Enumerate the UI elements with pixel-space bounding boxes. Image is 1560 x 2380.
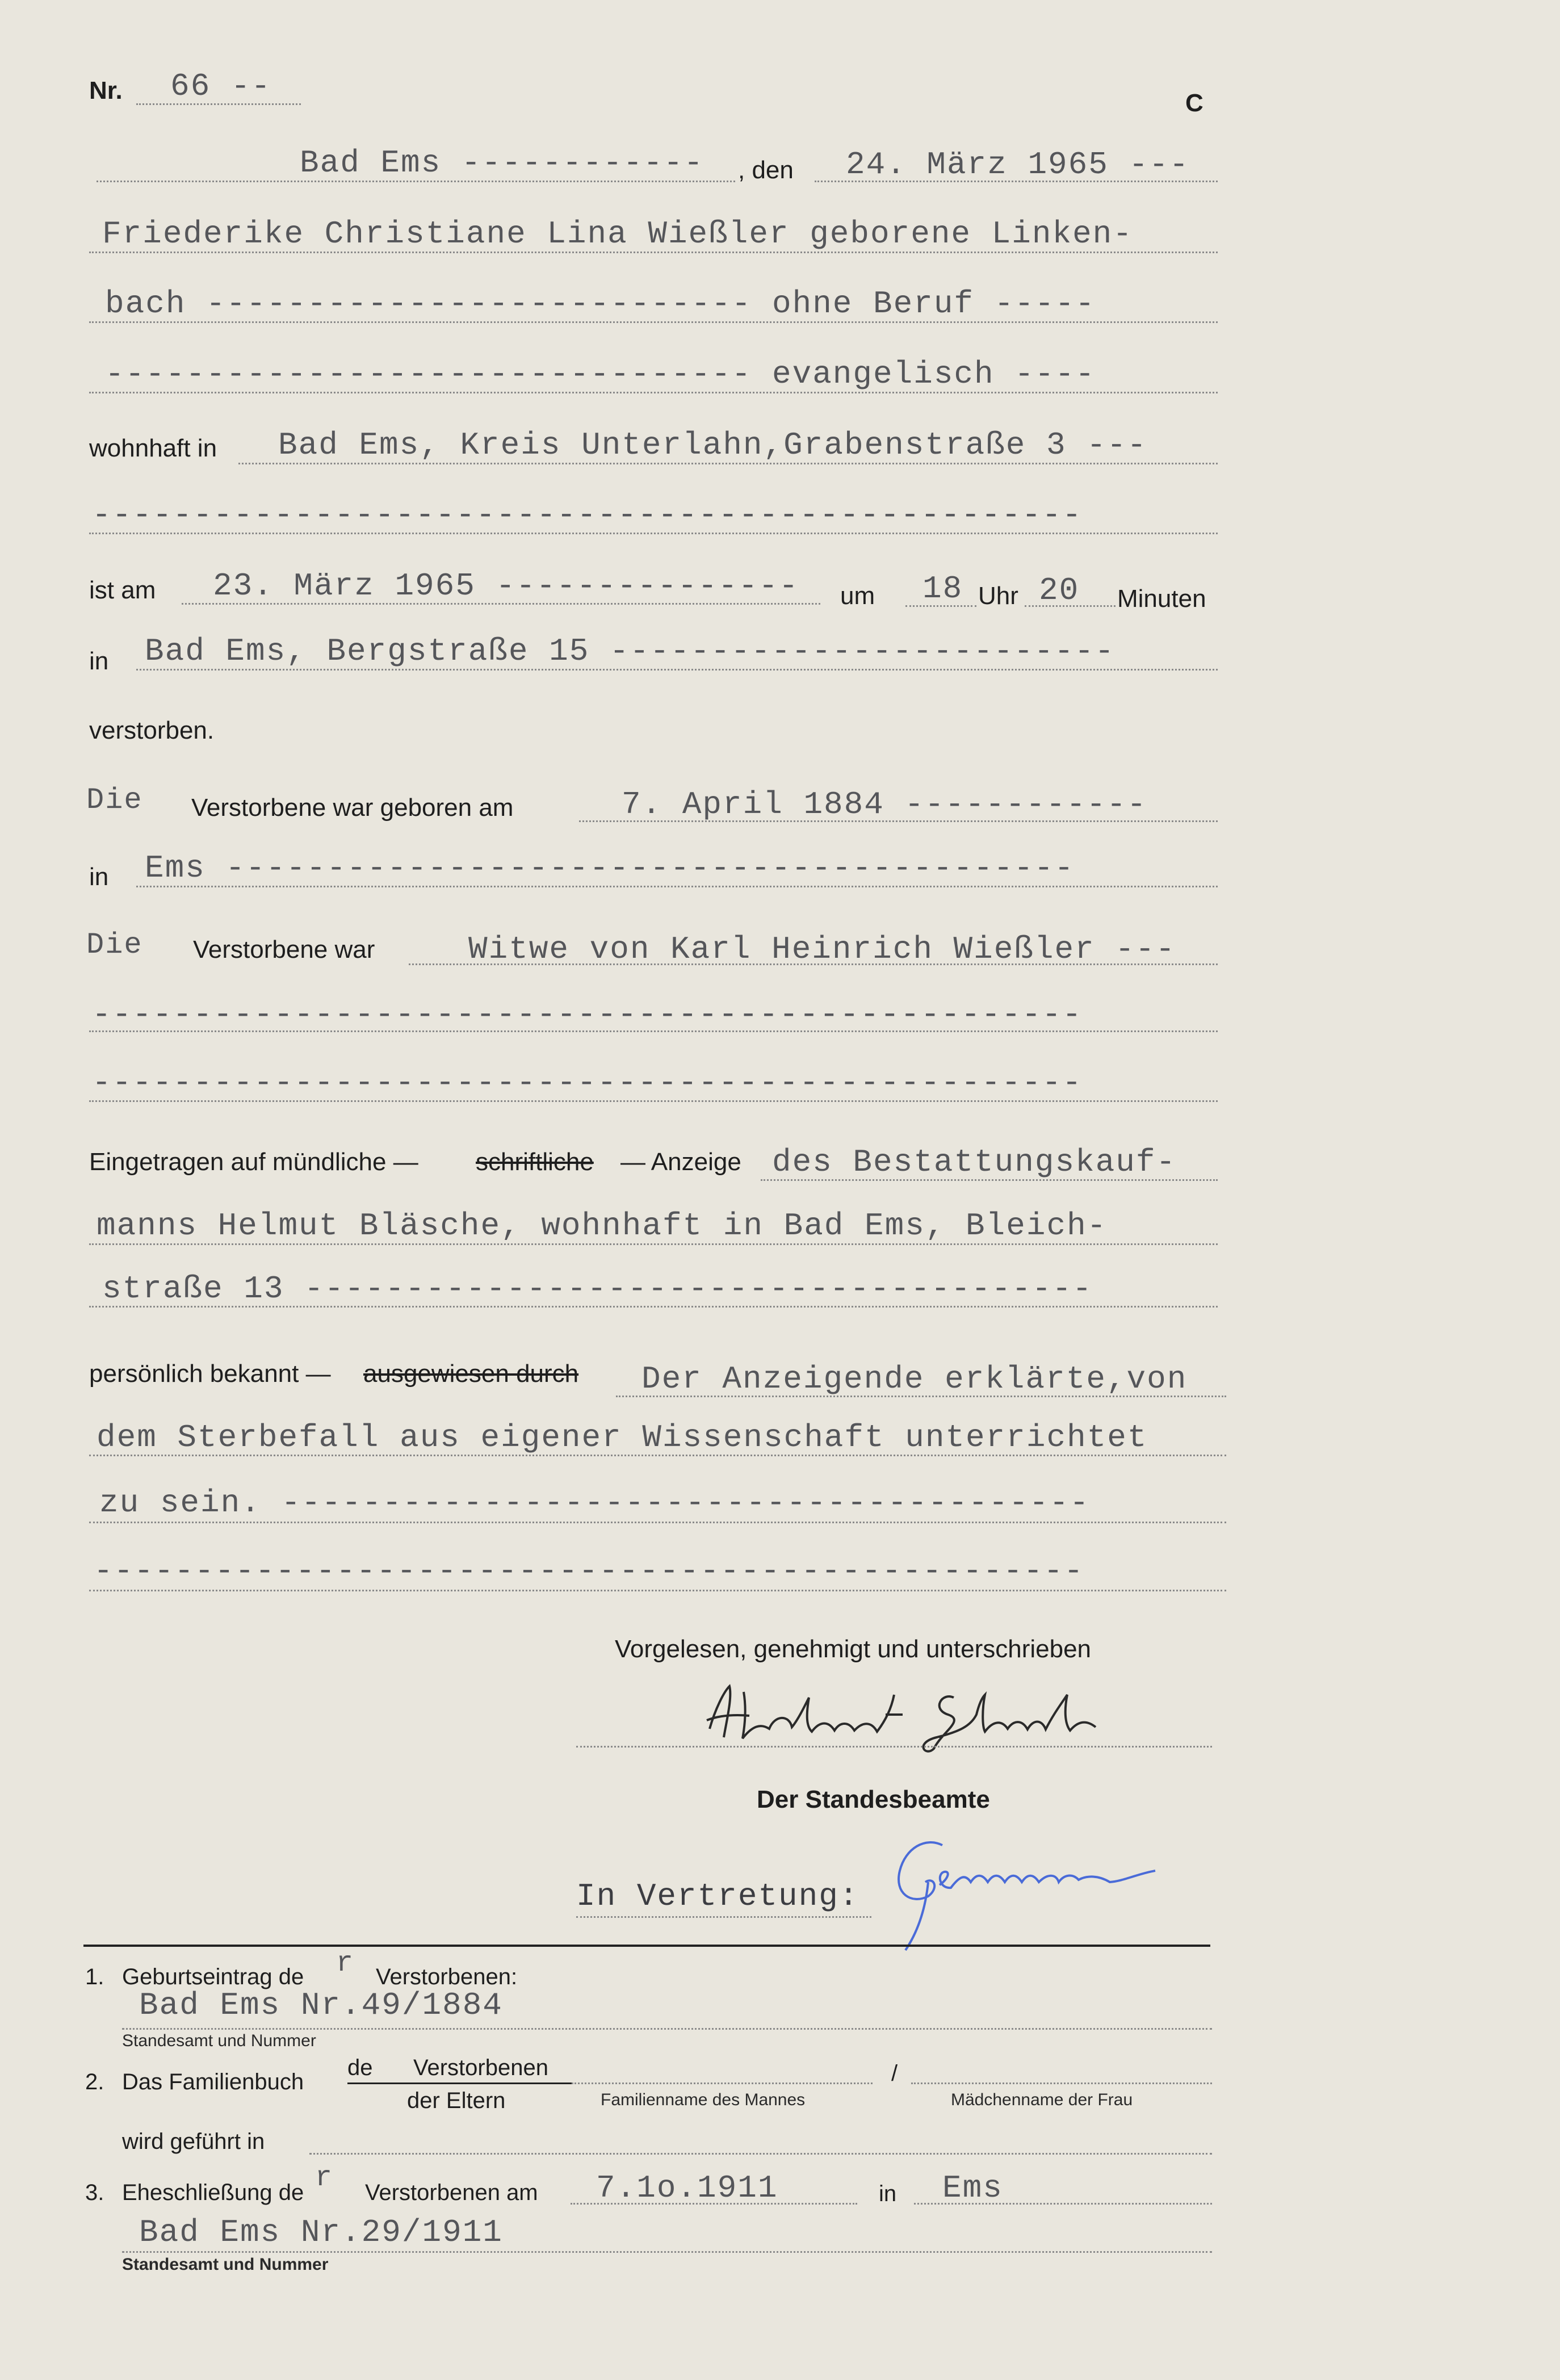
item2-wird-label: wird geführt in (122, 2129, 265, 2154)
item2-fraction-line (347, 2082, 572, 2084)
footer-divider (83, 1945, 1210, 1947)
registration-label-2: — Anzeige (620, 1148, 741, 1176)
birth-die-prefix: Die (86, 783, 143, 817)
minuten-label: Minuten (1117, 585, 1206, 613)
date-underline (815, 181, 1218, 182)
registration-underline-2 (89, 1243, 1218, 1245)
vertretung-label: In Vertretung: (576, 1878, 859, 1914)
den-label: , den (738, 156, 794, 184)
item3-label: Eheschließung de (122, 2180, 304, 2205)
registration-line-2: manns Helmut Bläsche, wohnhaft in Bad Ems, Bleich- (97, 1208, 1108, 1244)
identity-line-2: dem Sterbefall aus eigener Wissenschaft unterrichtet (97, 1419, 1148, 1456)
registration-underline-1 (761, 1179, 1218, 1181)
death-hour: 18 (922, 571, 963, 607)
identity-underline-3 (89, 1522, 1226, 1523)
marital-label: Verstorbene war (193, 936, 375, 963)
registration-underline-3 (89, 1306, 1218, 1308)
uhr-label: Uhr (978, 582, 1018, 610)
item2-eltern: der Eltern (407, 2088, 506, 2113)
item3-label-2: Verstorbenen am (365, 2180, 538, 2205)
death-place: Bad Ems, Bergstraße 15 ------------------------- (145, 633, 1116, 669)
identity-line-1: Der Anzeigende erklärte,von (641, 1361, 1188, 1397)
item3-value: Bad Ems Nr.29/1911 (139, 2214, 503, 2251)
verstorben-label: verstorben. (89, 716, 215, 744)
item2-verstorbenen: Verstorbenen (413, 2055, 548, 2080)
vorgelesen-text: Vorgelesen, genehmigt und unterschrieben (615, 1635, 1092, 1663)
item2-maedchenname: Mädchenname der Frau (951, 2090, 1133, 2109)
identity-underline-2 (89, 1455, 1226, 1456)
minutes-underline (1025, 605, 1116, 607)
item2-label: Das Familienbuch (122, 2069, 304, 2094)
birth-date: 7. April 1884 ------------ (622, 786, 1147, 823)
registration-struck: schriftliche (476, 1148, 594, 1176)
person-line-2: bach --------------------------- ohne Beruf ----- (105, 286, 1096, 322)
death-date-underline (182, 603, 820, 605)
item2-slash: / (891, 2061, 898, 2086)
birth-place-underline (136, 886, 1218, 887)
nr-value: 66 -- (170, 68, 272, 104)
standesbeamte-label: Der Standesbeamte (757, 1786, 990, 1813)
item1-value: Bad Ems Nr.49/1884 (139, 1987, 503, 2023)
item3-standesamt-label: Standesamt und Nummer (122, 2255, 329, 2274)
item1-standesamt-label: Standesamt und Nummer (122, 2031, 316, 2050)
hour-underline (905, 605, 976, 607)
registration-line-3: straße 13 --------------------------------------- (102, 1271, 1093, 1307)
um-label: um (840, 582, 875, 610)
marital-die-prefix: Die (86, 928, 143, 962)
person-underline-1 (89, 252, 1218, 253)
ist-am-label: ist am (89, 576, 156, 604)
place-value: Bad Ems ------------ (300, 145, 704, 181)
item3-number: 3. (85, 2180, 104, 2205)
informant-signature-line (576, 1746, 1212, 1748)
identity-struck: ausgewiesen durch (363, 1360, 579, 1388)
residence-underline-2 (89, 533, 1218, 534)
marital-line-1: Witwe von Karl Heinrich Wießler --- (468, 931, 1176, 967)
person-underline-3 (89, 392, 1218, 393)
item2-number: 2. (85, 2069, 104, 2094)
identity-underline-4 (89, 1590, 1226, 1591)
item1-number: 1. (85, 1964, 104, 1989)
item2-wife-line (911, 2082, 1212, 2084)
place-underline (97, 181, 735, 182)
death-date: 23. März 1965 --------------- (213, 568, 799, 604)
registration-line-1: des Bestattungskauf- (772, 1144, 1177, 1180)
item3-in-label: in (879, 2181, 897, 2206)
birth-place: Ems ------------------------------------------ (145, 850, 1075, 886)
marital-underline-1 (409, 963, 1218, 965)
identity-label: persönlich bekannt — (89, 1360, 331, 1388)
birth-label: Verstorbene war geboren am (191, 794, 514, 822)
item3-underline (122, 2251, 1212, 2253)
residence-line-1: Bad Ems, Kreis Unterlahn,Grabenstraße 3 --- (278, 427, 1148, 463)
nr-label: Nr. (89, 77, 123, 104)
item1-underline (122, 2028, 1212, 2030)
residence-line-2: ------------------------------------------------- (92, 497, 1083, 533)
item2-wird-underline (309, 2153, 1212, 2155)
death-in-label: in (89, 647, 109, 675)
residence-underline-1 (238, 463, 1218, 464)
nr-underline (136, 103, 301, 105)
item2-husband-line (572, 2082, 873, 2084)
item1-superscript: r (336, 1947, 355, 1980)
death-place-underline (136, 669, 1218, 671)
item3-date-underline (571, 2203, 857, 2205)
birth-date-underline (579, 820, 1218, 822)
marital-line-2: ------------------------------------------------- (92, 996, 1083, 1033)
identity-line-3: zu sein. ---------------------------------------- (99, 1485, 1090, 1521)
marital-underline-3 (89, 1100, 1218, 1102)
death-minutes: 20 (1039, 572, 1080, 609)
item3-superscript: r (315, 2162, 334, 2194)
item3-place: Ems (942, 2170, 1003, 2206)
person-line-3: -------------------------------- evangelisch ---- (105, 356, 1096, 392)
identity-underline-1 (616, 1396, 1226, 1397)
birth-in-label: in (89, 863, 109, 891)
date-value: 24. März 1965 --- (846, 146, 1190, 183)
item1-label: Geburtseintrag de (122, 1964, 304, 1989)
marital-underline-2 (89, 1030, 1218, 1032)
item2-de: de (347, 2055, 373, 2080)
registration-label: Eingetragen auf mündliche — (89, 1148, 418, 1176)
marital-line-3: ------------------------------------------------- (92, 1065, 1083, 1101)
residence-label: wohnhaft in (89, 434, 217, 462)
person-line-1: Friederike Christiane Lina Wießler geborene Linken- (102, 216, 1133, 252)
person-underline-2 (89, 321, 1218, 323)
item3-place-underline (914, 2203, 1212, 2205)
item1-label-2: Verstorbenen: (376, 1964, 518, 1989)
vertretung-underline (576, 1916, 871, 1918)
corner-letter: C (1185, 89, 1203, 117)
identity-line-4: ------------------------------------------------- (94, 1553, 1084, 1589)
item2-familienname: Familienname des Mannes (601, 2090, 806, 2109)
item3-date: 7.1o.1911 (596, 2170, 778, 2206)
official-signature (871, 1825, 1201, 1956)
